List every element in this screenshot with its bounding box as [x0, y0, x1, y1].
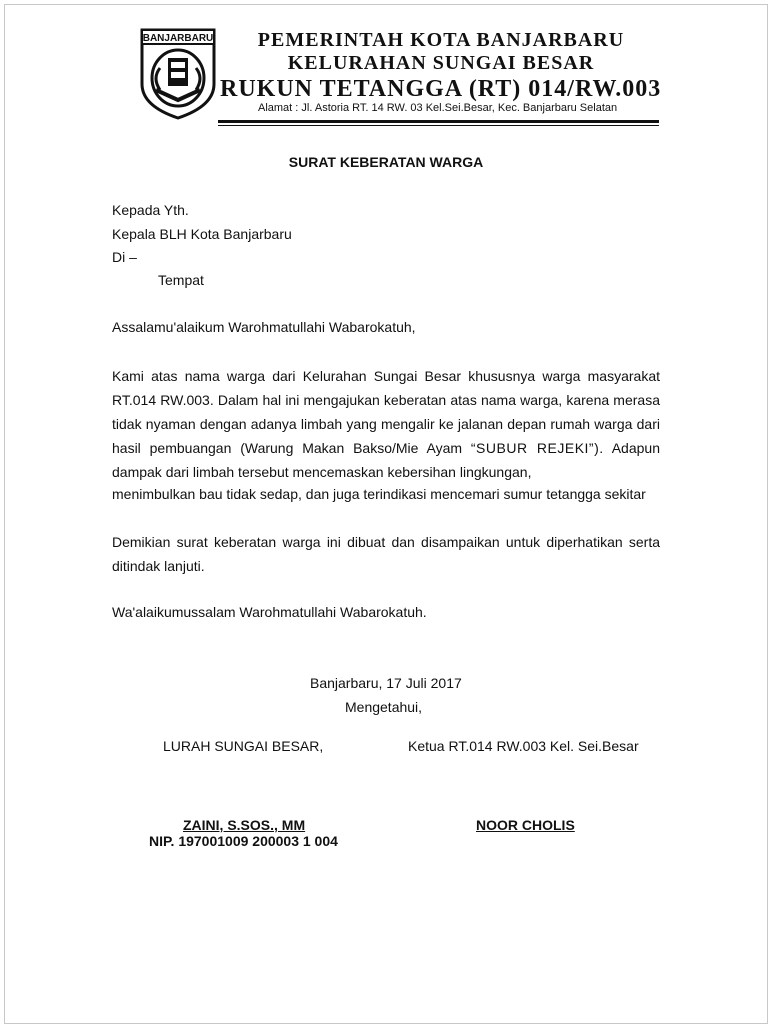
place-date: Banjarbaru, 17 Juli 2017	[310, 675, 462, 691]
paragraph-1-main: Kami atas nama warga dari Kelurahan Sungai Besar khususnya warga masyarakat RT.014 RW.003. Dalam hal ini mengajukan keberatan atas nama warga, karena merasa tidak nyaman dengan adanya limbah yang mengalir ke jalanan depan rumah warga dari hasil pembuangan (Warung Makan Bakso/Mie Ayam	[112, 368, 660, 456]
signer-right-name: NOOR CHOLIS	[476, 817, 575, 833]
header-address: Alamat : Jl. Astoria RT. 14 RW. 03 Kel.Sei.Besar, Kec. Banjarbaru Selatan	[258, 102, 618, 114]
paragraph-2: Demikian surat keberatan warga ini dibuat dan disampaikan untuk diperhatikan serta ditindak lanjuti.	[112, 534, 660, 574]
closing: Wa'alaikumussalam Warohmatullahi Wabarokatuh.	[112, 604, 427, 620]
paragraph-1-last-line: menimbulkan bau tidak sedap, dan juga terindikasi mencemari sumur tetangga sekitar	[112, 486, 646, 502]
signer-right-title: Ketua RT.014 RW.003 Kel. Sei.Besar	[408, 738, 639, 754]
header-kelurahan: KELURAHAN SUNGAI BESAR	[287, 52, 595, 74]
signer-left-nip: NIP. 197001009 200003 1 004	[149, 833, 338, 849]
recipient-line2: Kepala BLH Kota Banjarbaru	[112, 226, 292, 242]
paragraph-1-business-name: “SUBUR REJEKI”).	[470, 440, 604, 456]
paragraph-1-tail: Adapun dampak dari limbah tersebut mencemaskan kebersihan lingkungan,	[112, 440, 660, 480]
recipient-line4: Tempat	[158, 272, 204, 288]
recipient-line3: Di –	[112, 249, 137, 265]
header-rule-thick	[218, 120, 659, 123]
header-rt: RUKUN TETANGGA (RT) 014/RW.003	[220, 76, 662, 102]
letter-title: SURAT KEBERATAN WARGA	[288, 154, 484, 170]
header-government: PEMERINTAH KOTA BANJARBARU	[257, 29, 625, 51]
recipient-line1: Kepada Yth.	[112, 202, 189, 218]
paragraph-1	[112, 364, 660, 484]
logo-text: BANJARBARU	[142, 33, 214, 44]
city-emblem-icon	[138, 28, 218, 120]
greeting: Assalamu'alaikum Warohmatullahi Wabarokatuh,	[112, 319, 416, 335]
signer-left-name: ZAINI, S.SOS., MM	[183, 817, 306, 833]
acknowledged: Mengetahui,	[345, 699, 423, 715]
header-rule-thin	[218, 125, 659, 126]
signer-left-title: LURAH SUNGAI BESAR,	[163, 738, 324, 754]
